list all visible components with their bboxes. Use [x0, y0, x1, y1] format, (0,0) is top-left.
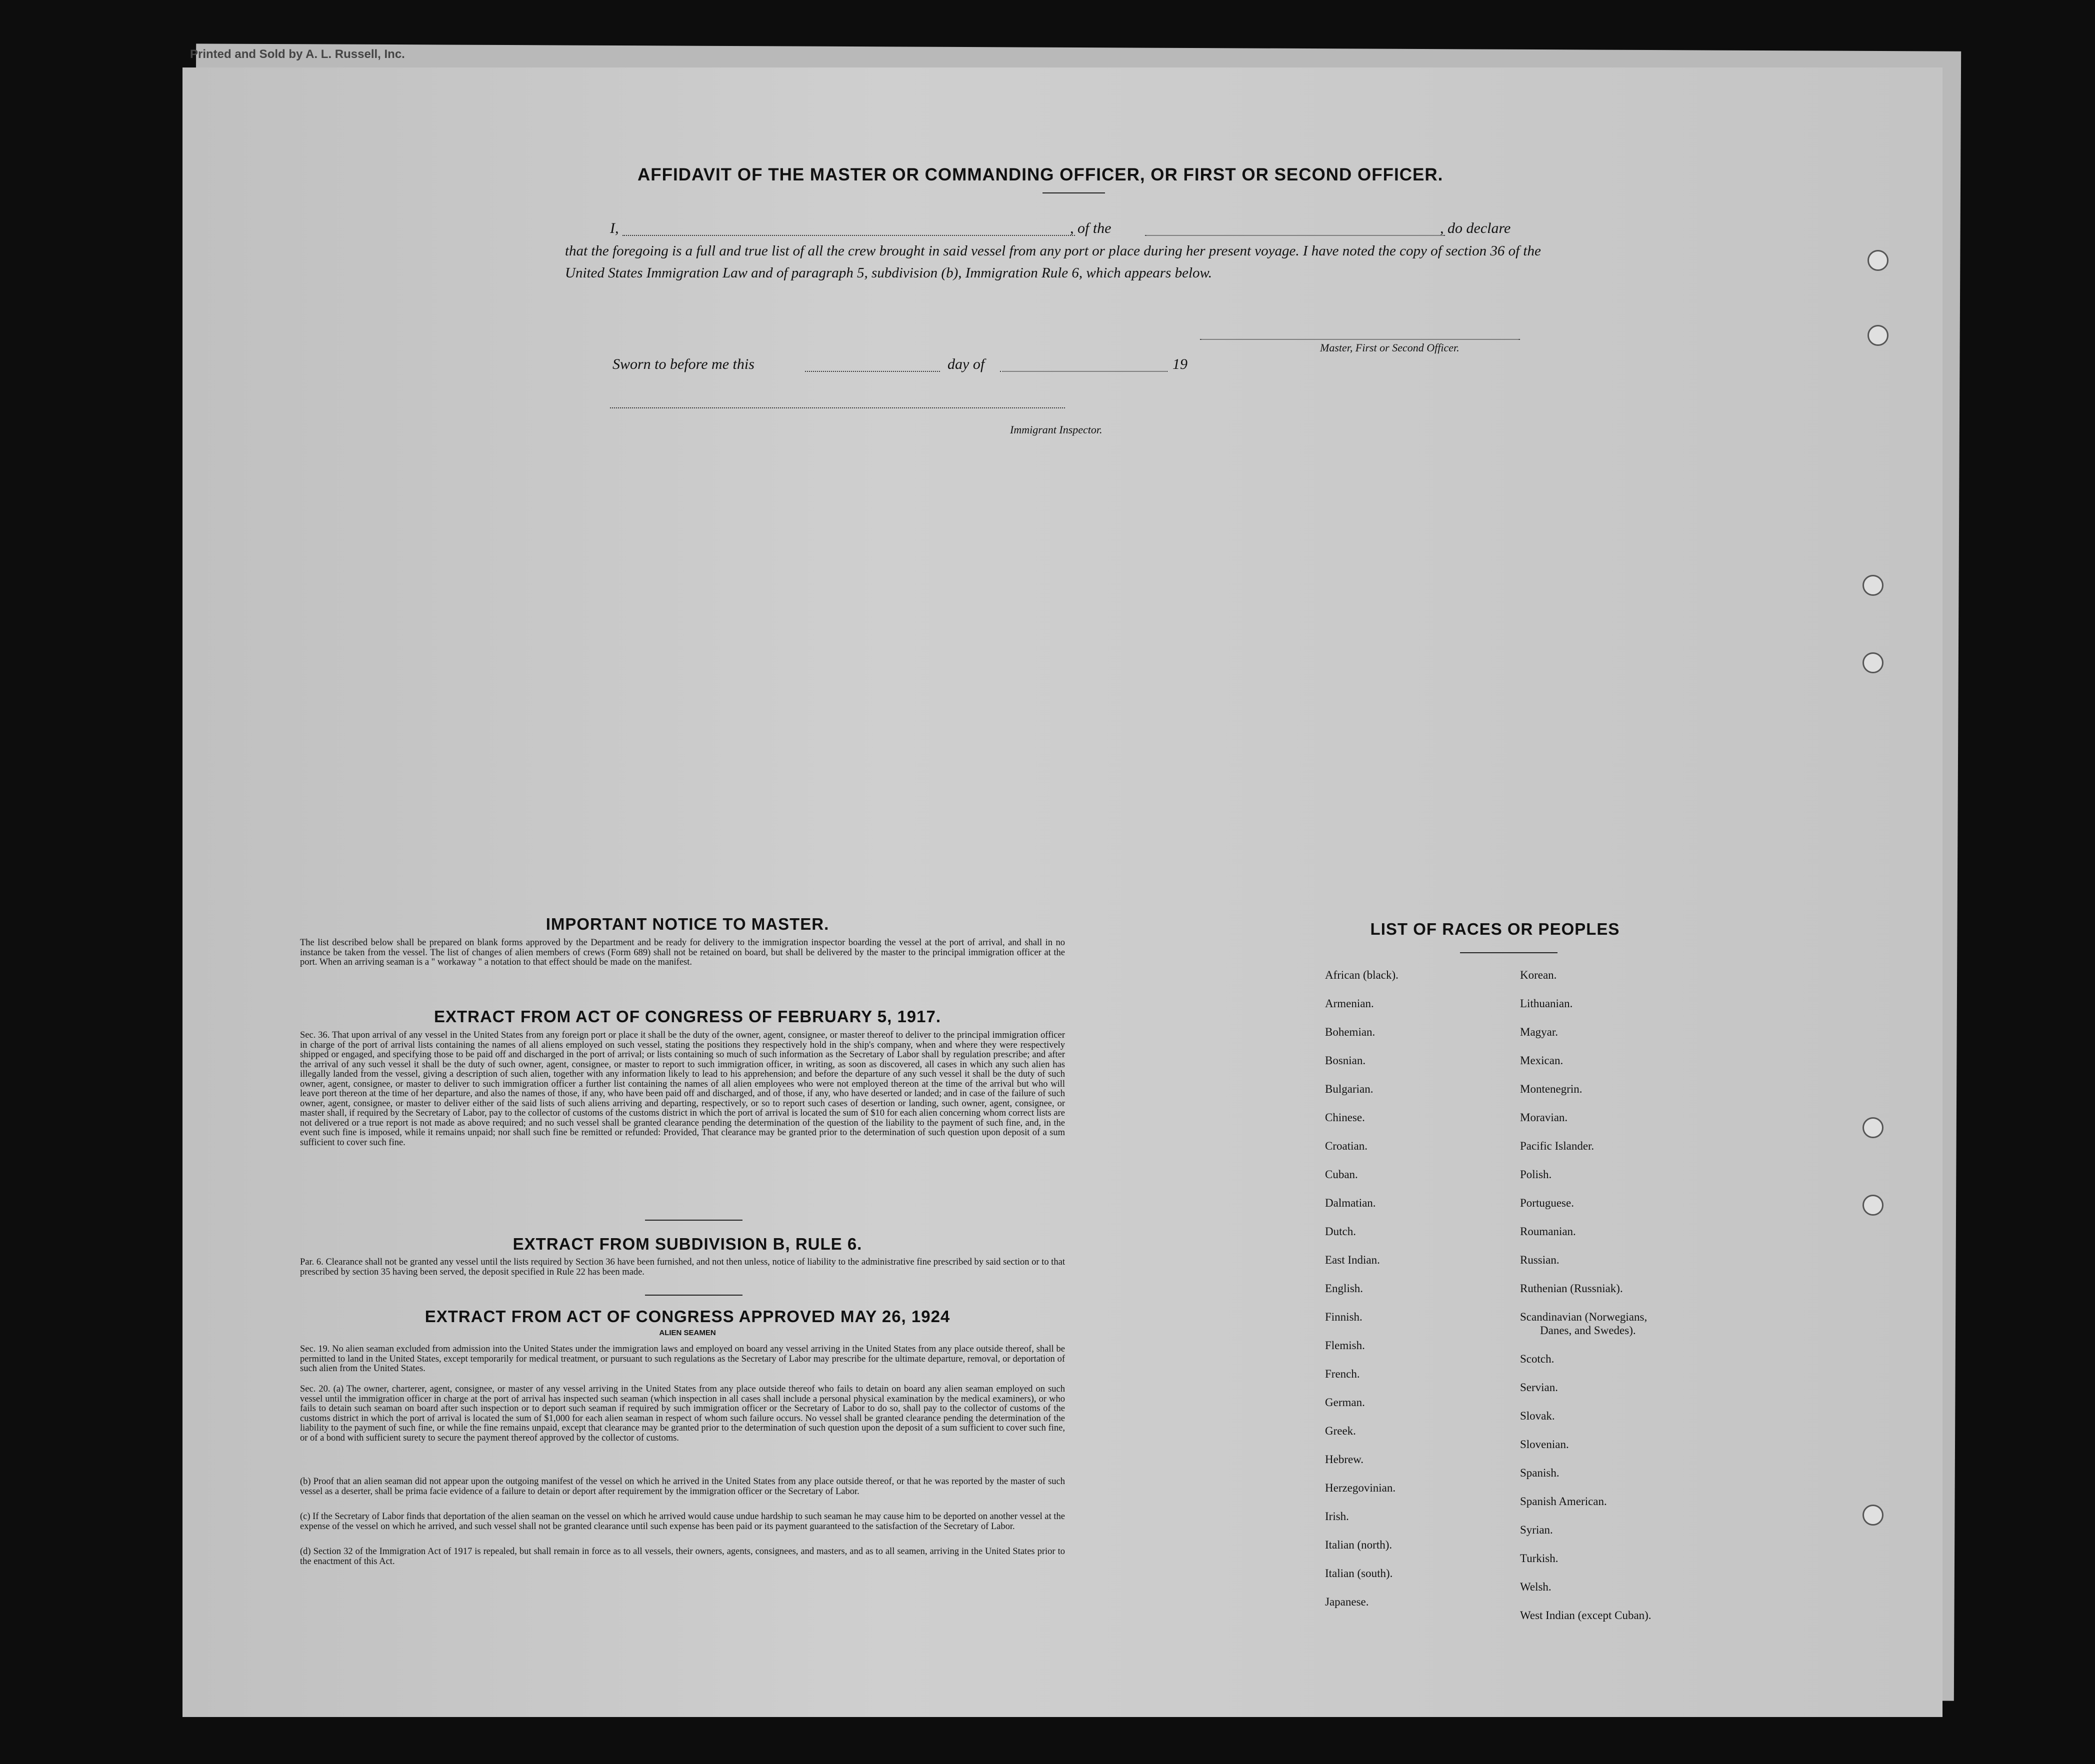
- extract-1917-title: EXTRACT FROM ACT OF CONGRESS OF FEBRUARY 5, 1917.: [434, 1007, 942, 1026]
- extract-1924-sec20a: Sec. 20. (a) The owner, charterer, agent, consignee, or master of any vessel arriving in the United States from any place outside thereof who fails to detain on board any alien seaman employed on such vessel until the immigration officer in charge at the port of arrival has inspected such seaman (which inspection in all cases shall include a personal physical examination by the medical examiners), or who fails to detain such seaman on board after such inspection or to deport such seaman if required by such immigration officer or the Secretary of Labor to do so, shall pay to the collector of customs of the customs district in which the port of arrival is located the sum of $1,000 for each alien seaman in respect of whom such failure occurs. No vessel shall be granted clearance pending the determination of the liability to the payment of such fine, or while the fine remains unpaid, except that clearance may be granted prior to the determination of such question upon the deposit of a sum sufficient to cover such fine, or of a bond with sufficient surety to secure the payment thereof approved by the collector of customs.: [300, 1384, 1065, 1443]
- extract-1924-sec20c: (c) If the Secretary of Labor finds that deportation of the alien seaman on the vessel on which he arrived would cause undue hardship to such seaman he may cause him to be deported on another vessel at the expense of the vessel on which he arrived, and such vessel shall not be granted clearance until such expense has been paid or its payment guaranteed to the satisfaction of the Secretary of Labor.: [300, 1512, 1065, 1532]
- race-item: Armenian.: [1325, 997, 1374, 1010]
- extract-rule6-title: EXTRACT FROM SUBDIVISION B, RULE 6.: [512, 1235, 862, 1253]
- race-item: Irish.: [1325, 1510, 1349, 1523]
- race-item: Scotch.: [1520, 1353, 1554, 1365]
- race-item: Chinese.: [1325, 1111, 1365, 1124]
- races-title: LIST OF RACES OR PEOPLES: [1370, 920, 1620, 938]
- race-item: Magyar.: [1520, 1026, 1558, 1038]
- race-item: Bulgarian.: [1325, 1083, 1374, 1095]
- do-declare-label: , do declare: [1440, 220, 1511, 236]
- punch-hole: [1868, 250, 1888, 271]
- punch-hole: [1868, 325, 1888, 346]
- race-item: Roumanian.: [1520, 1225, 1576, 1238]
- race-item: Pacific Islander.: [1520, 1140, 1594, 1152]
- notice-text: The list described below shall be prepared on blank forms approved by the Department and be ready for delivery to the immigration inspector boarding the vessel at the port of arrival, and shall in no instance be taken from the vessel. The list of changes of alien members of crews (Form 689) shall not be retained on board, but shall be delivered by the master to the principal immigration officer at the port. When an arriving seaman is a " workaway " a notation to that effect should be made on the manifest.: [300, 938, 1065, 967]
- race-item: Ruthenian (Russniak).: [1520, 1282, 1623, 1295]
- year-prefix: 19: [1172, 356, 1188, 372]
- extract-1924-sec20b: (b) Proof that an alien seaman did not appear upon the outgoing manifest of the vessel on which he arrived in the United States from any place outside thereof, or that he was reported by the master of such vessel as a deserter, shall be prima facie evidence of a failure to detain or deport after requirement by the immigration officer or the Secretary of Labor.: [300, 1477, 1065, 1497]
- race-item: Syrian.: [1520, 1524, 1553, 1536]
- race-item: German.: [1325, 1396, 1365, 1409]
- punch-hole: [1862, 652, 1884, 673]
- race-item: Japanese.: [1325, 1596, 1369, 1608]
- vessel-name-field[interactable]: [1145, 235, 1445, 236]
- divider: [645, 1220, 742, 1221]
- race-item: Finnish.: [1325, 1311, 1362, 1323]
- race-item: Croatian.: [1325, 1140, 1368, 1152]
- declarant-prefix: I,: [610, 220, 619, 236]
- punch-hole: [1862, 575, 1884, 596]
- day-of-label: day of: [948, 356, 985, 372]
- divider: [1042, 192, 1105, 193]
- sworn-day-field[interactable]: [805, 371, 940, 372]
- notice-title: IMPORTANT NOTICE TO MASTER.: [546, 915, 830, 933]
- race-item: Spanish.: [1520, 1467, 1560, 1479]
- divider: [1460, 952, 1558, 953]
- punch-hole: [1862, 1117, 1884, 1138]
- inspector-signature-field[interactable]: [610, 407, 1065, 408]
- affidavit-paragraph: that the foregoing is a full and true list of all the crew brought in said vessel from any port or place during her present voyage. I have noted the copy of section 36 of the United States Immigration Law and of paragraph 5, subdivision (b), Immigration Rule 6, which appears below.: [565, 243, 1541, 281]
- declarant-name-field[interactable]: [622, 235, 1075, 236]
- race-item: Mexican.: [1520, 1054, 1564, 1067]
- punch-hole: [1862, 1505, 1884, 1526]
- race-item: Slovenian.: [1520, 1438, 1569, 1451]
- sworn-label: Sworn to before me this: [612, 356, 754, 372]
- race-item: Flemish.: [1325, 1339, 1365, 1352]
- race-item: Scandinavian (Norwegians,: [1520, 1311, 1648, 1323]
- race-item: Korean.: [1520, 969, 1557, 981]
- race-item: Bosnian.: [1325, 1054, 1366, 1067]
- race-item: Turkish.: [1520, 1552, 1558, 1565]
- race-item: Bohemian.: [1325, 1026, 1376, 1038]
- officer-signature-label: Master, First or Second Officer.: [1320, 341, 1460, 354]
- race-item: Portuguese.: [1520, 1197, 1574, 1209]
- race-item: Spanish American.: [1520, 1495, 1607, 1508]
- race-item: Greek.: [1325, 1425, 1356, 1437]
- bleed-through-text: [1150, 435, 1158, 450]
- race-item: Cuban.: [1325, 1168, 1358, 1181]
- race-item: Russian.: [1520, 1254, 1560, 1266]
- officer-signature-field[interactable]: [1200, 339, 1520, 340]
- inspector-label: Immigrant Inspector.: [1010, 423, 1102, 436]
- race-item: Italian (north).: [1325, 1539, 1392, 1551]
- race-item: Slovak.: [1520, 1410, 1555, 1422]
- race-item: Dutch.: [1325, 1225, 1356, 1238]
- printer-imprint: Printed and Sold by A. L. Russell, Inc.: [190, 47, 405, 61]
- race-item: Montenegrin.: [1520, 1083, 1582, 1095]
- race-item: Welsh.: [1520, 1581, 1552, 1593]
- race-item: East Indian.: [1325, 1254, 1380, 1266]
- extract-1917-text: Sec. 36. That upon arrival of any vessel in the United States from any foreign port or place it shall be the duty of the owner, agent, consignee, or master thereof to deliver to the principal immigration officer in charge of the port of arrival lists containing the names of all aliens employed on such vessel, stating the positions they respectively hold in the ship's company, when and where they were respectively shipped or engaged, and specifying those to be paid off and discharged in the port of arrival; or lists containing so much of such information as the Secretary of Labor shall by regulation prescribe; and after the arrival of any such vessel it shall be the duty of such owner, agent, consignee, or master to report to such immigration officer, in writing, as soon as discovered, all cases in which any such alien has illegally landed from the vessel, giving a description of such alien, together with any information likely to lead to his apprehension; and before the departure of any such vessel it shall be the duty of such owner, agent, consignee, or master to deliver to such immigration officer a further list containing the names of all alien employees who were not employed thereon at the time of the arrival but who will leave port thereon at the time of her departure, and also the names of those, if any, who have been paid off and discharged, and of those, if any, who have deserted or landed; and in case of the failure of such owner, agent, consignee, or master to deliver either of the said lists of such aliens arriving and departing, respectively, or so to report such cases of desertion or landing, such owner, agent, consignee, or master shall, if required by the Secretary of Labor, pay to the collector of customs of the customs district in which the port of arrival is located the sum of $10 for each alien concerning whom correct lists are not delivered or a true report is not made as above required; and no such vessel shall be granted clearance pending the determination of the question of the liability to the payment of such fine, and, in the event such fine is imposed, while it remains unpaid; nor shall such fine be remitted or refunded: Provided, That clearance may be granted prior to the determination of such question upon deposit of a sum sufficient to cover such fine.: [300, 1030, 1065, 1148]
- race-item: Moravian.: [1520, 1111, 1568, 1124]
- race-item: Herzegovinian.: [1325, 1482, 1396, 1494]
- race-item: West Indian (except Cuban).: [1520, 1609, 1652, 1622]
- extract-rule6-text: Par. 6. Clearance shall not be granted any vessel until the lists required by Section 36 have been furnished, and not then unless, notice of liability to the administrative fine prescribed by said section or to that prescribed by section 35 having been served, the deposit specified in Rule 22 has been made.: [300, 1257, 1065, 1277]
- race-item: Servian.: [1520, 1381, 1558, 1394]
- of-the-label: , of the: [1070, 220, 1112, 236]
- race-item: Italian (south).: [1325, 1567, 1393, 1580]
- extract-1924-sec19: Sec. 19. No alien seaman excluded from admission into the United States under the immigration laws and employed on board any vessel arriving in the United States from any place outside thereof, shall be permitted to land in the United States, except temporarily for medical treatment, or pursuant to such regulations as the Secretary of Labor may prescribe for the ultimate departure, removal, or deportation of such alien from the United States.: [300, 1344, 1065, 1374]
- extract-1924-sec20d: (d) Section 32 of the Immigration Act of 1917 is repealed, but shall remain in force as to all vessels, their owners, agents, consignees, and masters, and as to all seamen, arriving in the United States prior to the enactment of this Act.: [300, 1547, 1065, 1567]
- race-item: Lithuanian.: [1520, 997, 1573, 1010]
- sworn-month-field[interactable]: [1000, 371, 1168, 372]
- form-page: [182, 67, 1942, 1717]
- extract-1924-title: EXTRACT FROM ACT OF CONGRESS APPROVED MAY 26, 1924: [424, 1307, 950, 1326]
- race-item: Danes, and Swedes).: [1540, 1324, 1636, 1337]
- race-item: Polish.: [1520, 1168, 1552, 1181]
- punch-hole: [1862, 1195, 1884, 1216]
- extract-1924-subtitle: ALIEN SEAMEN: [659, 1329, 716, 1337]
- affidavit-title: AFFIDAVIT OF THE MASTER OR COMMANDING OFFICER, OR FIRST OR SECOND OFFICER.: [638, 165, 1444, 184]
- race-item: African (black).: [1325, 969, 1398, 981]
- race-item: French.: [1325, 1368, 1360, 1380]
- race-item: Hebrew.: [1325, 1453, 1364, 1466]
- race-item: English.: [1325, 1282, 1364, 1295]
- divider: [645, 1295, 742, 1296]
- race-item: Dalmatian.: [1325, 1197, 1376, 1209]
